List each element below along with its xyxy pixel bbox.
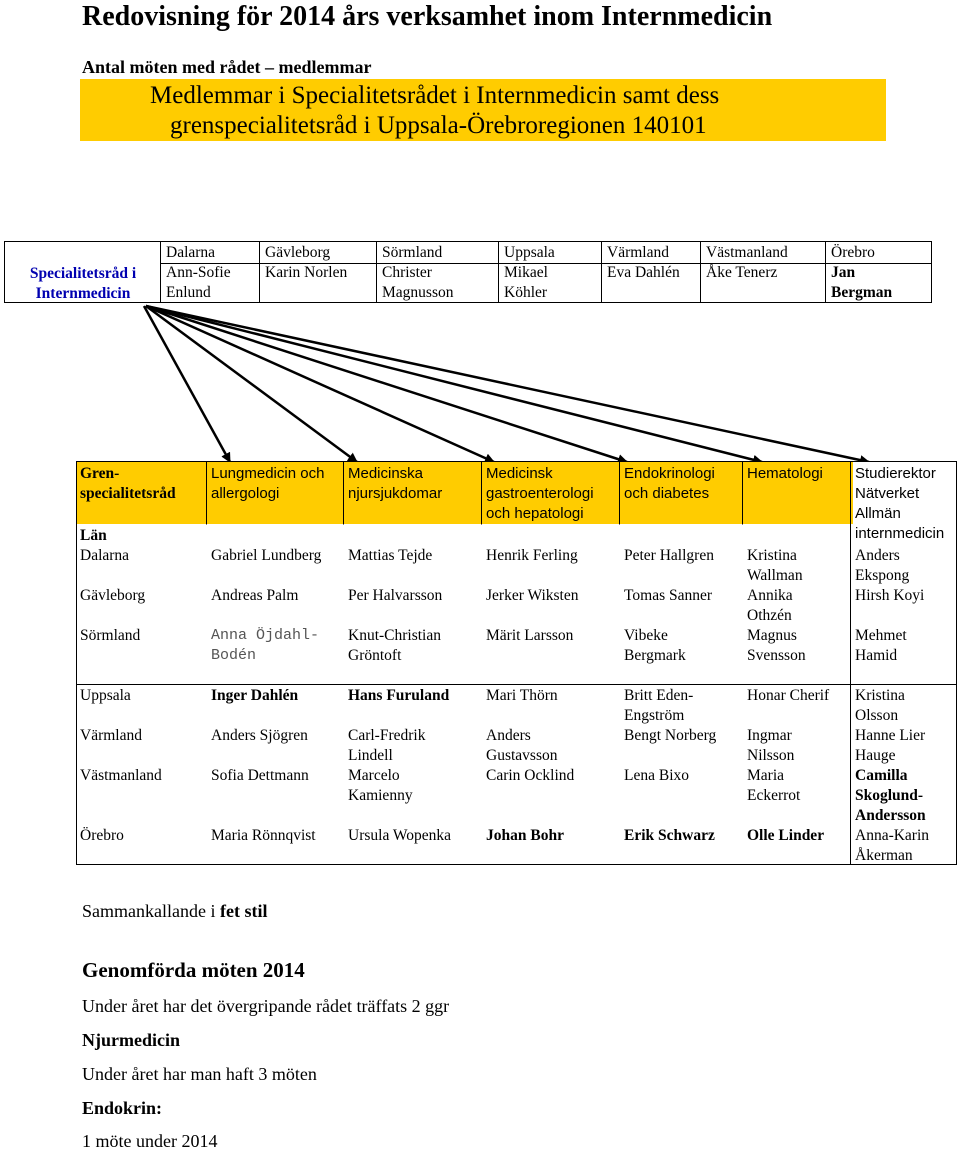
council-member-line: Köhler <box>504 284 548 301</box>
grid-cell <box>211 586 298 606</box>
grid-cell <box>855 826 929 866</box>
grid-cell-line: Andersson <box>855 807 926 824</box>
grid-cell-line: Per Halvarsson <box>348 587 443 604</box>
grid-cell <box>486 586 579 606</box>
grid-region-label: Dalarna <box>80 547 130 564</box>
grid-cell-line: Anders <box>486 727 531 744</box>
meetings-label: Antal möten med rådet – medlemmar <box>82 57 372 77</box>
grid-cell <box>624 586 712 606</box>
grid-cell <box>486 726 557 766</box>
council-member-line: Jan <box>831 264 856 281</box>
convener-note <box>82 901 267 922</box>
grid-cell-line: Carin Ocklind <box>486 767 575 784</box>
specialty-header-line: njursjukdomar <box>348 485 443 502</box>
grid-cell-line: Eckerrot <box>747 787 801 804</box>
grid-cell-line: Honar Cherif <box>747 687 830 704</box>
council-row-label-line: Specialitetsråd i <box>29 265 137 282</box>
nephro-text: Under året har man haft 3 möten <box>82 1064 317 1084</box>
specialty-header-line: Lungmedicin och <box>211 465 325 482</box>
nephro-heading: Njurmedicin <box>82 1030 180 1050</box>
grid-cell-line: Gabriel Lundberg <box>211 547 322 564</box>
grid-corner-line: specialitetsråd <box>80 485 176 502</box>
grid-cell <box>211 546 321 566</box>
specialty-header <box>855 464 944 544</box>
completed-text: Under året har det övergripande rådet träffats 2 ggr <box>82 996 450 1016</box>
grid-cell-line: Engström <box>624 707 685 724</box>
grid-lan-label: Län <box>80 527 107 544</box>
specialty-header-line: Endokrinologi <box>624 465 715 482</box>
grid-cell <box>747 766 800 806</box>
grid-cell-line: Vibeke <box>624 627 668 644</box>
grid-region-label: Västmanland <box>80 767 162 784</box>
grid-cell <box>747 586 793 626</box>
council-row-label-line: Internmedicin <box>35 285 131 302</box>
grid-cell-line: Sofia Dettmann <box>211 767 309 784</box>
grid-cell <box>855 546 909 586</box>
grid-cell <box>486 626 573 646</box>
grid-cell <box>855 766 926 826</box>
grid-cell-line: Olle Linder <box>747 827 825 844</box>
specialty-header <box>348 464 442 504</box>
endo-heading: Endokrin: <box>82 1098 163 1118</box>
grid-cell-line: Jerker Wiksten <box>486 587 579 604</box>
council-member-line: Ann-Sofie <box>166 264 231 281</box>
grid-corner-label <box>80 464 176 504</box>
grid-cell-line: Åkerman <box>855 847 913 864</box>
grid-cell-line: Inger Dahlén <box>211 687 299 704</box>
grid-cell-line: Camilla <box>855 767 908 784</box>
grid-cell <box>486 826 564 846</box>
council-member-line: Enlund <box>166 284 211 301</box>
grid-cell <box>211 766 309 786</box>
grid-cell-line: Hans Furuland <box>348 687 450 704</box>
grid-cell-line: Andreas Palm <box>211 587 299 604</box>
grid-cell-line: Skoglund- <box>855 787 924 804</box>
grid-cell <box>211 686 298 706</box>
specialty-header-line: Nätverket <box>855 485 920 502</box>
banner-line-2: grenspecialitetsråd i Uppsala-Örebroregionen 140101 <box>170 112 707 139</box>
grid-cell-line: Gröntoft <box>348 647 402 664</box>
grid-region-label: Värmland <box>80 727 142 744</box>
specialty-header-line: Allmän <box>855 505 901 522</box>
banner-line-1: Medlemmar i Specialitetsrådet i Internmedicin samt dess <box>150 82 720 109</box>
grid-cell-line: Anders <box>855 547 900 564</box>
grid-cell <box>747 626 806 666</box>
grid-cell-line: Wallman <box>747 567 803 584</box>
grid-cell-line: Ekspong <box>855 567 910 584</box>
grid-cell <box>348 586 442 606</box>
specialty-header <box>624 464 715 504</box>
specialty-header-line: Studierektor <box>855 465 936 482</box>
grid-cell-line: Gustavsson <box>486 747 558 764</box>
grid-region-label: Sörmland <box>80 627 141 644</box>
council-member-line: Åke Tenerz <box>706 264 778 281</box>
grid-cell-line: Marcelo <box>348 767 400 784</box>
grid-cell <box>348 626 441 666</box>
specialty-header-line: och diabetes <box>624 485 710 502</box>
council-region-header: Värmland <box>607 244 669 261</box>
grid-cell-line: Henrik Ferling <box>486 547 578 564</box>
grid-cell-line: Kristina <box>747 547 797 564</box>
endo-text: 1 möte under 2014 <box>82 1131 218 1151</box>
grid-cell-line: Hamid <box>855 647 898 664</box>
grid-cell <box>624 726 716 746</box>
grid-cell-line: Anna Öjdahl- <box>211 627 320 644</box>
grid-cell-line: Olsson <box>855 707 899 724</box>
grid-cell-line: Lindell <box>348 747 393 764</box>
grid-cell-line: Johan Bohr <box>486 827 564 844</box>
grid-cell-line: Hirsh Koyi <box>855 587 925 604</box>
specialty-header <box>486 464 594 524</box>
grid-cell <box>211 726 308 746</box>
grid-cell <box>624 766 689 786</box>
council-member-line: Magnusson <box>382 284 454 301</box>
completed-heading: Genomförda möten 2014 <box>82 958 305 982</box>
council-region-header: Dalarna <box>166 244 216 261</box>
grid-cell-line: Ingmar <box>747 727 792 744</box>
grid-cell <box>855 686 905 726</box>
grid-cell-line: Tomas Sanner <box>624 587 713 604</box>
grid-cell <box>486 766 574 786</box>
specialty-header-line: allergologi <box>211 485 280 502</box>
grid-cell-line: Maria Rönnqvist <box>211 827 316 844</box>
grid-cell-line: Bengt Norberg <box>624 727 717 744</box>
grid-cell-line: Hauge <box>855 747 896 764</box>
grid-cell <box>348 726 425 766</box>
council-region-header: Örebro <box>831 244 875 261</box>
convener-prefix: Sammankallande i <box>82 901 220 921</box>
specialty-header-line: gastroenterologi <box>486 485 594 502</box>
grid-cell-line: Nilsson <box>747 747 795 764</box>
council-region-header: Västmanland <box>706 244 788 261</box>
grid-cell <box>486 686 558 706</box>
grid-cell <box>747 726 794 766</box>
grid-cell <box>348 766 413 806</box>
council-member-line: Karin Norlen <box>265 264 348 281</box>
specialty-header <box>747 464 823 484</box>
grid-cell <box>624 826 715 846</box>
grid-cell-line: Peter Hallgren <box>624 547 714 564</box>
grid-cell-line: Kristina <box>855 687 905 704</box>
council-member-line: Christer <box>382 264 432 281</box>
grid-cell-line: Britt Eden- <box>624 687 694 704</box>
grid-cell <box>747 826 824 846</box>
page-title: Redovisning för 2014 års verksamhet inom Internmedicin <box>82 1 773 32</box>
council-region-header: Uppsala <box>504 244 555 261</box>
grid-cell <box>747 686 829 706</box>
grid-region-label: Gävleborg <box>80 587 146 604</box>
grid-cell <box>624 626 686 666</box>
grid-cell-line: Maria <box>747 767 785 784</box>
grid-cell-line: Carl-Fredrik <box>348 727 426 744</box>
grid-cell <box>624 686 693 726</box>
grid-cell-line: Svensson <box>747 647 806 664</box>
grid-cell-line: Anna-Karin <box>855 827 930 844</box>
grid-cell <box>348 686 449 706</box>
grid-cell-line: Mattias Tejde <box>348 547 433 564</box>
grid-cell-line: Anders Sjögren <box>211 727 308 744</box>
grid-cell-line: Ursula Wopenka <box>348 827 452 844</box>
grid-cell-line: Knut-Christian <box>348 627 441 644</box>
grid-cell-line: Mehmet <box>855 627 907 644</box>
council-member-line: Bergman <box>831 284 893 301</box>
grid-cell-line: Märit Larsson <box>486 627 574 644</box>
grid-cell <box>624 546 714 566</box>
grid-cell <box>211 826 316 846</box>
grid-cell <box>348 826 451 846</box>
grid-cell-line: Hanne Lier <box>855 727 926 744</box>
grid-cell <box>211 626 319 666</box>
specialty-header-line: Medicinska <box>348 465 424 482</box>
grid-region-label: Örebro <box>80 827 124 844</box>
grid-cell-line: Annika <box>747 587 793 604</box>
council-region-header: Gävleborg <box>265 244 331 261</box>
grid-cell <box>855 626 907 666</box>
grid-cell-line: Bergmark <box>624 647 686 664</box>
convener-bold: fet stil <box>219 901 268 921</box>
grid-cell-line: Erik Schwarz <box>624 827 715 844</box>
grid-cell <box>747 546 803 586</box>
grid-cell-line: Bodén <box>211 647 257 664</box>
grid-region-label: Uppsala <box>80 687 131 704</box>
grid-cell-line: Magnus <box>747 627 797 644</box>
council-member-line: Mikael <box>504 264 548 281</box>
specialty-header-line: Hematologi <box>747 465 823 482</box>
specialty-header <box>211 464 324 504</box>
grid-cell-line: Othzén <box>747 607 792 624</box>
specialty-header-line: internmedicin <box>855 525 945 542</box>
grid-cell <box>486 546 578 566</box>
grid-cell <box>348 546 432 566</box>
grid-corner-line: Gren- <box>80 465 120 482</box>
specialty-header-line: och hepatologi <box>486 505 584 522</box>
council-region-header: Sörmland <box>382 244 443 261</box>
grid-cell <box>855 726 925 766</box>
grid-cell-line: Lena Bixo <box>624 767 689 784</box>
specialty-header-line: Medicinsk <box>486 465 553 482</box>
grid-cell-line: Kamienny <box>348 787 413 804</box>
grid-cell <box>855 586 924 606</box>
council-member-line: Eva Dahlén <box>607 264 680 281</box>
grid-cell-line: Mari Thörn <box>486 687 558 704</box>
